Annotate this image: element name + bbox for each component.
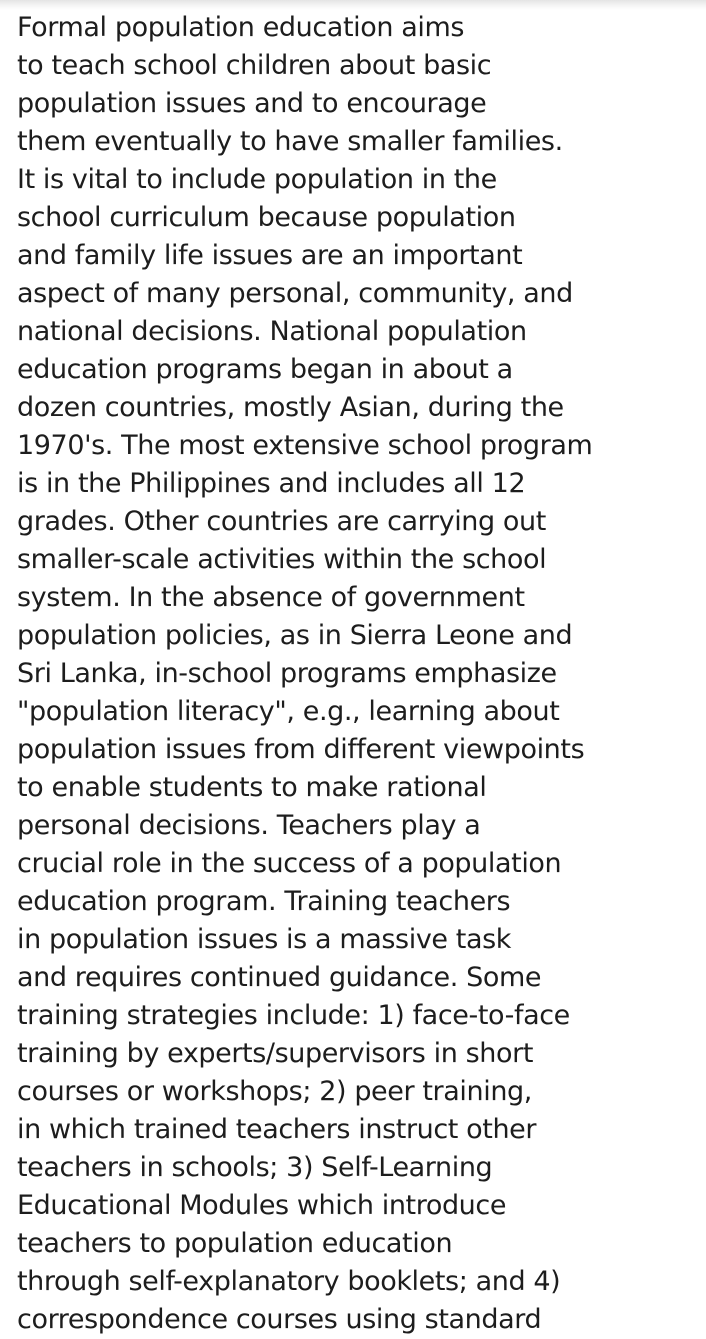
text-line: Educational Modules which introduce <box>17 1190 507 1221</box>
text-line: them eventually to have smaller families. <box>17 126 563 157</box>
text-line: Formal population education aims <box>17 12 465 43</box>
text-line: in population issues is a massive task <box>17 924 512 955</box>
text-line: crucial role in the success of a population <box>17 848 562 879</box>
text-line: correspondence courses using standard <box>17 1304 542 1335</box>
text-line: system. In the absence of government <box>17 582 525 613</box>
text-line: in which trained teachers instruct other <box>17 1114 537 1145</box>
text-line: grades. Other countries are carrying out <box>17 506 546 537</box>
text-line: training by experts/supervisors in short <box>17 1038 534 1069</box>
text-line: and requires continued guidance. Some <box>17 962 542 993</box>
text-line: education programs began in about a <box>17 354 513 385</box>
text-line: and family life issues are an important <box>17 240 523 271</box>
document-text <box>17 9 703 1339</box>
text-line: 1970's. The most extensive school program <box>17 430 593 461</box>
text-line: "population literacy", e.g., learning about <box>17 696 560 727</box>
text-line: population issues and to encourage <box>17 88 487 119</box>
text-line: school curriculum because population <box>17 202 516 233</box>
text-line: teachers in schools; 3) Self-Learning <box>17 1152 493 1183</box>
text-line: It is vital to include population in the <box>17 164 497 195</box>
text-line: to teach school children about basic <box>17 50 492 81</box>
text-line: aspect of many personal, community, and <box>17 278 573 309</box>
text-line: training strategies include: 1) face-to-face <box>17 1000 570 1031</box>
text-line: national decisions. National population <box>17 316 527 347</box>
text-line: Sri Lanka, in-school programs emphasize <box>17 658 557 689</box>
text-line: population policies, as in Sierra Leone and <box>17 620 573 651</box>
text-line: through self-explanatory booklets; and 4) <box>17 1266 561 1297</box>
text-line: to enable students to make rational <box>17 772 487 803</box>
text-line: is in the Philippines and includes all 12 <box>17 468 526 499</box>
text-line: courses or workshops; 2) peer training, <box>17 1076 532 1107</box>
text-line: smaller-scale activities within the school <box>17 544 547 575</box>
text-line: personal decisions. Teachers play a <box>17 810 481 841</box>
text-line: education program. Training teachers <box>17 886 511 917</box>
text-line: dozen countries, mostly Asian, during the <box>17 392 564 423</box>
text-line: population issues from different viewpoints <box>17 734 585 765</box>
text-line: teachers to population education <box>17 1228 453 1259</box>
